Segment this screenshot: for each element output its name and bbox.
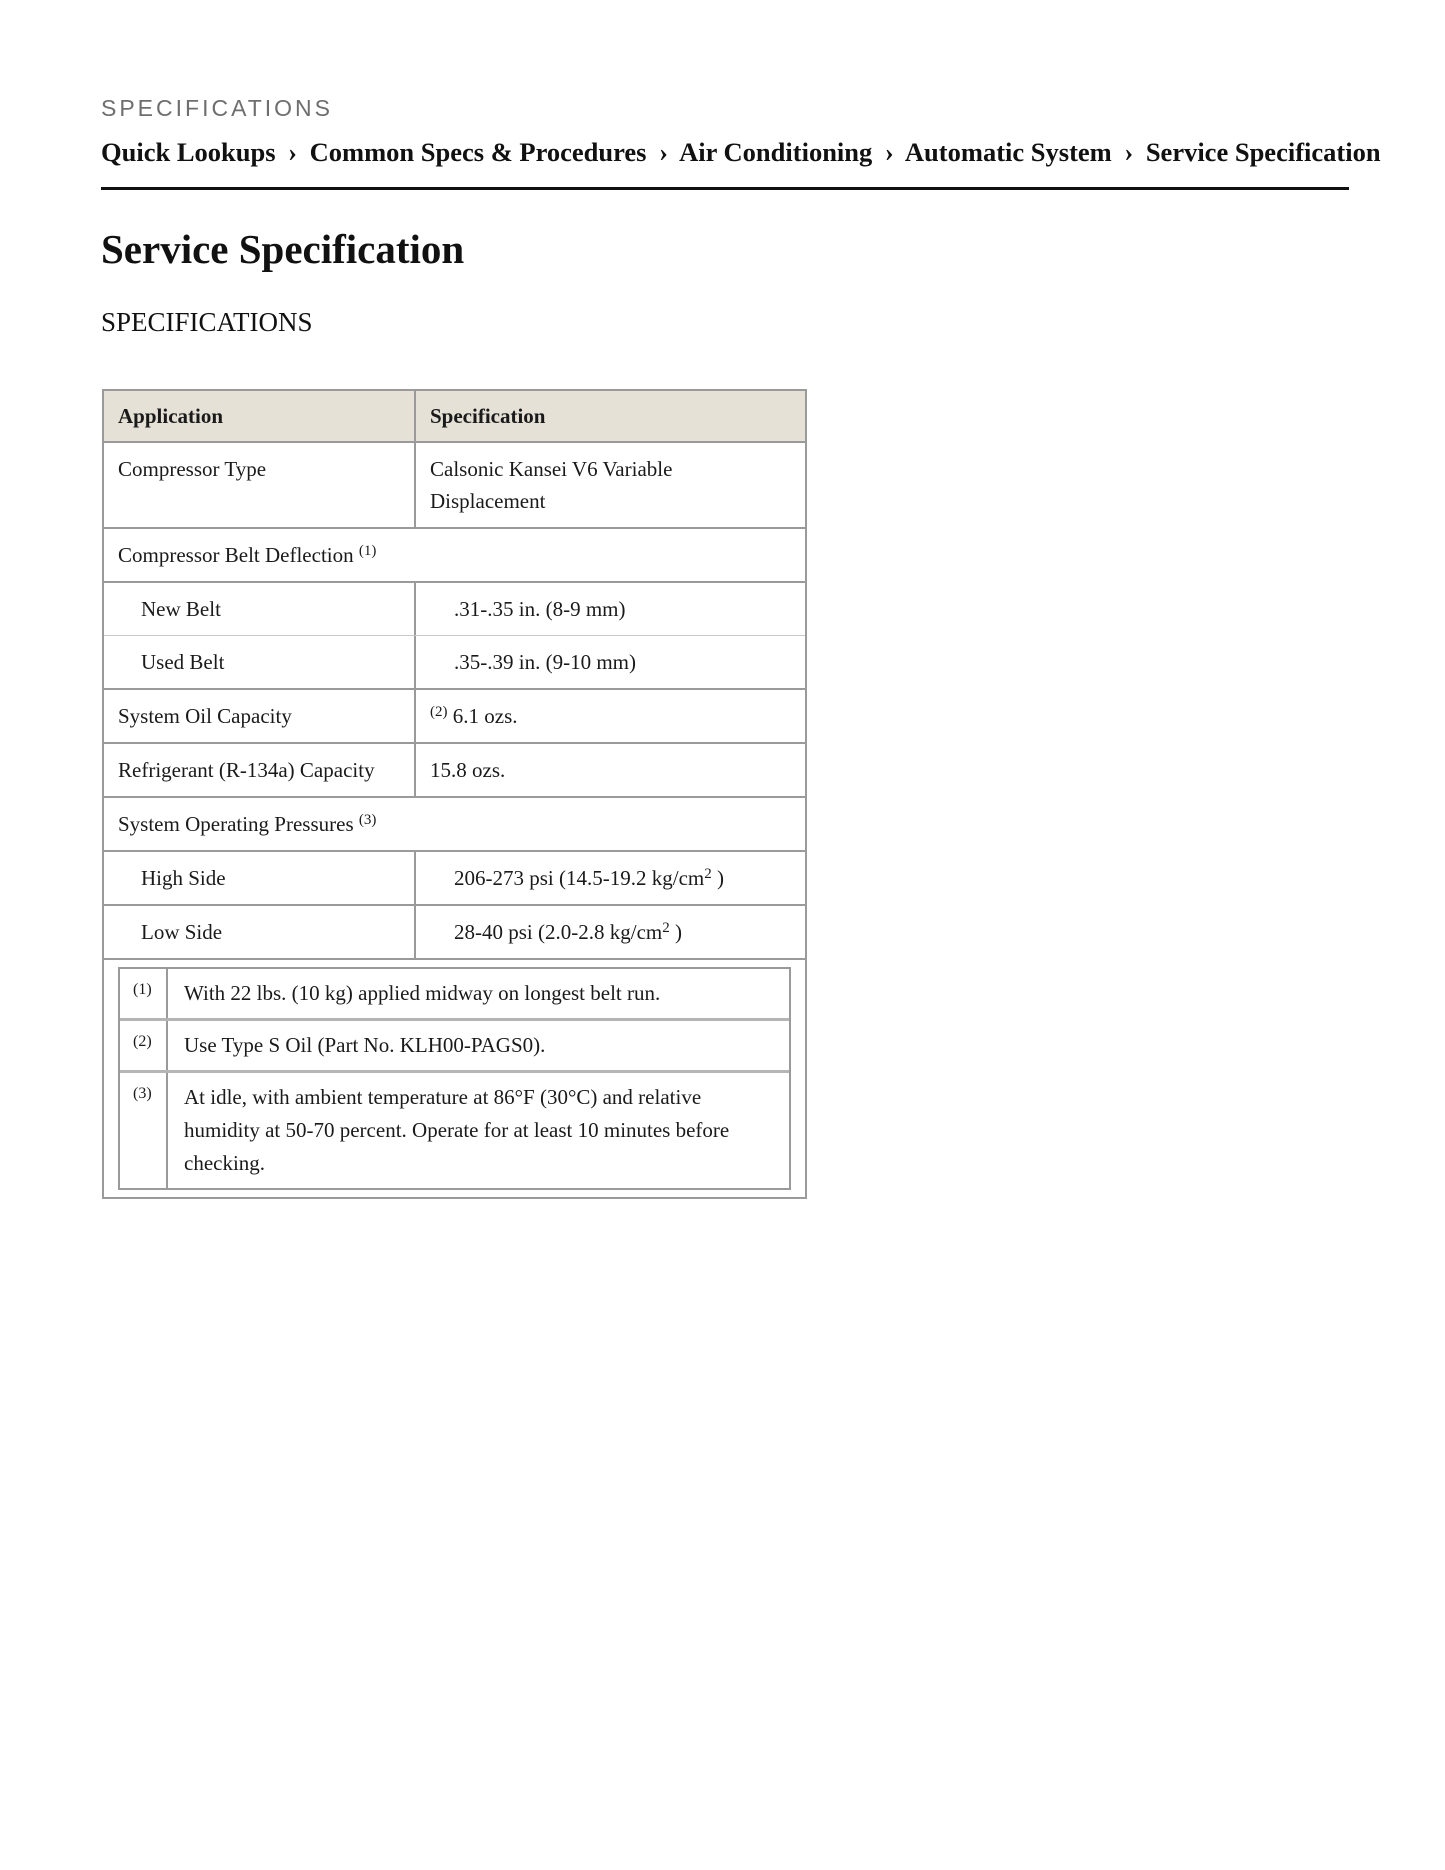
table-row <box>104 744 805 798</box>
page-title: Service Specification <box>101 226 465 272</box>
breadcrumb-automatic-system[interactable]: Automatic System <box>904 137 1112 167</box>
cell-used-belt-label: Used Belt <box>104 636 416 688</box>
table-row <box>104 636 805 690</box>
cell-compressor-type-value: Calsonic Kansei V6 Variable Displacement <box>430 457 673 513</box>
high-side-close: ) <box>711 866 724 890</box>
high-side-text: 206-273 psi (14.5-19.2 kg/cm <box>454 866 705 890</box>
table-header-row <box>104 391 805 443</box>
oil-capacity-text: 6.1 ozs. <box>452 704 518 728</box>
breadcrumb-common-specs[interactable]: Common Specs & Procedures <box>309 137 647 167</box>
spec-table <box>102 389 807 1199</box>
cell-oil-capacity-label: System Oil Capacity <box>104 690 416 742</box>
cell-refrigerant-label: Refrigerant (R-134a) Capacity <box>104 744 416 796</box>
low-side-exponent: 2 <box>662 920 670 936</box>
low-side-text: 28-40 psi (2.0-2.8 kg/cm <box>454 920 663 944</box>
cell-used-belt-value: .35-.39 in. (9-10 mm) <box>454 650 636 674</box>
cell-refrigerant-value: 15.8 ozs. <box>430 758 506 782</box>
breadcrumb-separator: › <box>288 137 297 167</box>
high-side-exponent: 2 <box>704 866 712 882</box>
breadcrumb-service-specification[interactable]: Service Specification <box>1145 137 1381 167</box>
header-divider <box>101 187 1349 190</box>
cell-low-side-label: Low Side <box>104 906 416 958</box>
footnote-ref-1[interactable]: (1) <box>358 543 377 559</box>
table-row <box>104 690 805 744</box>
column-header-specification: Specification <box>430 404 546 428</box>
footnote-text: With 22 lbs. (10 kg) applied midway on longest belt run. <box>184 981 661 1005</box>
footnote-row <box>120 1021 789 1073</box>
cell-operating-pressures-label <box>104 798 805 850</box>
footnote-mark: (3) <box>120 1073 168 1188</box>
cell-new-belt-value: .31-.35 in. (8-9 mm) <box>454 597 626 621</box>
breadcrumb-separator: › <box>884 137 894 167</box>
table-row <box>104 852 805 906</box>
footnote-mark: (1) <box>120 969 168 1018</box>
cell-low-side-value <box>416 906 805 958</box>
footnote-text: Use Type S Oil (Part No. KLH00-PAGS0). <box>184 1033 546 1057</box>
footnotes-table <box>118 967 791 1190</box>
subheading: SPECIFICATIONS <box>101 307 313 337</box>
footnote-ref-2[interactable]: (2) <box>430 704 448 720</box>
footnote-ref-3[interactable]: (3) <box>358 812 377 828</box>
footnote-mark: (2) <box>120 1021 168 1070</box>
footnote-text: At idle, with ambient temperature at 86°F (30°C) and relative humidity at 50-70 percent. Operate for at least 10 minutes before checking. <box>184 1085 730 1175</box>
belt-deflection-text: Compressor Belt Deflection <box>118 543 354 567</box>
table-row <box>104 906 805 960</box>
column-header-application: Application <box>104 391 416 441</box>
table-group-row <box>104 798 805 852</box>
breadcrumb-separator: › <box>1124 137 1134 167</box>
low-side-close: ) <box>669 920 682 944</box>
cell-oil-capacity-value <box>416 690 805 742</box>
breadcrumb-separator: › <box>659 137 668 167</box>
cell-high-side-label: High Side <box>104 852 416 904</box>
footnote-row <box>120 969 789 1021</box>
footnotes-container <box>104 960 805 1197</box>
table-row <box>104 443 805 529</box>
breadcrumb <box>101 137 1381 168</box>
cell-high-side-value <box>416 852 805 904</box>
operating-pressures-text: System Operating Pressures <box>118 812 354 836</box>
section-label: SPECIFICATIONS <box>101 95 333 121</box>
table-group-row <box>104 529 805 583</box>
cell-compressor-type-label: Compressor Type <box>104 443 416 527</box>
table-row <box>104 583 805 636</box>
cell-belt-deflection-label <box>104 529 805 581</box>
breadcrumb-air-conditioning[interactable]: Air Conditioning <box>679 137 873 167</box>
breadcrumb-quick-lookups[interactable]: Quick Lookups <box>101 137 276 167</box>
cell-new-belt-label: New Belt <box>104 583 416 635</box>
footnote-row <box>120 1073 789 1188</box>
